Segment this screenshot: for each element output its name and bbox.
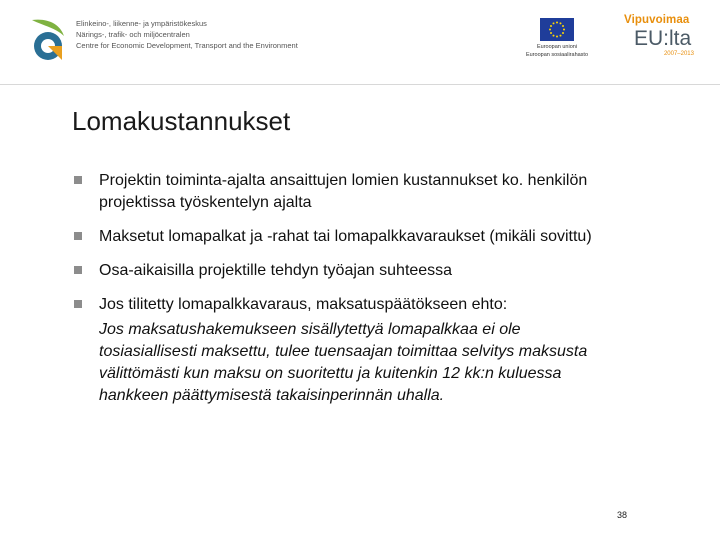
bullet-item [72,260,672,282]
square-bullet-icon [74,232,82,240]
condition-note-line: välittömästi kun maksu on suoritettu ja kuitenkin 12 kk:n kuluessa [99,365,562,382]
bullet-text-line: Projektin toiminta-ajalta ansaittujen lomien kustannukset ko. henkilön [99,172,588,189]
eu-flag-icon [540,18,574,41]
bullet-list [72,170,672,328]
vipuvoimaa-logo [624,14,708,57]
header-divider [0,84,720,85]
ely-logo-icon [26,16,72,64]
eu-logo [514,18,600,59]
square-bullet-icon [74,300,82,308]
ely-name-fi: Elinkeino-, liikenne- ja ympäristökeskus [76,19,207,28]
page-number: 38 [616,510,627,520]
bullet-item [72,226,672,248]
slide-title: Lomakustannukset [72,106,291,136]
vipuvoimaa-eu-text: EU:lta [634,27,692,50]
vipuvoimaa-year: 2007–2013 [663,51,694,57]
condition-note [99,319,679,407]
bullet-item [72,170,672,214]
condition-note-line: hankkeen päättymisestä takaisinperinnän uhalla. [99,387,445,404]
ely-name-en: Centre for Economic Development, Transport and the Environment [76,41,298,50]
bullet-text-line: projektissa työskentelyn ajalta [99,194,312,211]
eu-caption-union: Euroopan unioni [536,44,578,50]
slide-header [0,0,720,80]
bullet-text-line: Jos tilitetty lomapalkkavaraus, maksatuspäätökseen ehto: [99,296,508,313]
square-bullet-icon [74,266,82,274]
condition-note-line: tosiasiallisesti maksettu, tulee tuensaajan toimittaa selvitys maksusta [99,343,588,360]
condition-note-line: Jos maksatushakemukseen sisällytettyä lomapalkkaa ei ole [99,321,521,338]
ely-organization-name [76,18,298,51]
ely-name-sv: Närings-, trafik- och miljöcentralen [76,30,190,39]
bullet-text-line: Maksetut lomapalkat ja -rahat tai lomapalkkavaraukset (mikäli sovittu) [99,228,592,245]
eu-caption-fund: Euroopan sosiaalirahasto [525,52,589,58]
vipuvoimaa-title: Vipuvoimaa [624,14,690,26]
square-bullet-icon [74,176,82,184]
bullet-text-line: Osa-aikaisilla projektille tehdyn työajan suhteessa [99,262,453,279]
bullet-item [72,294,672,316]
